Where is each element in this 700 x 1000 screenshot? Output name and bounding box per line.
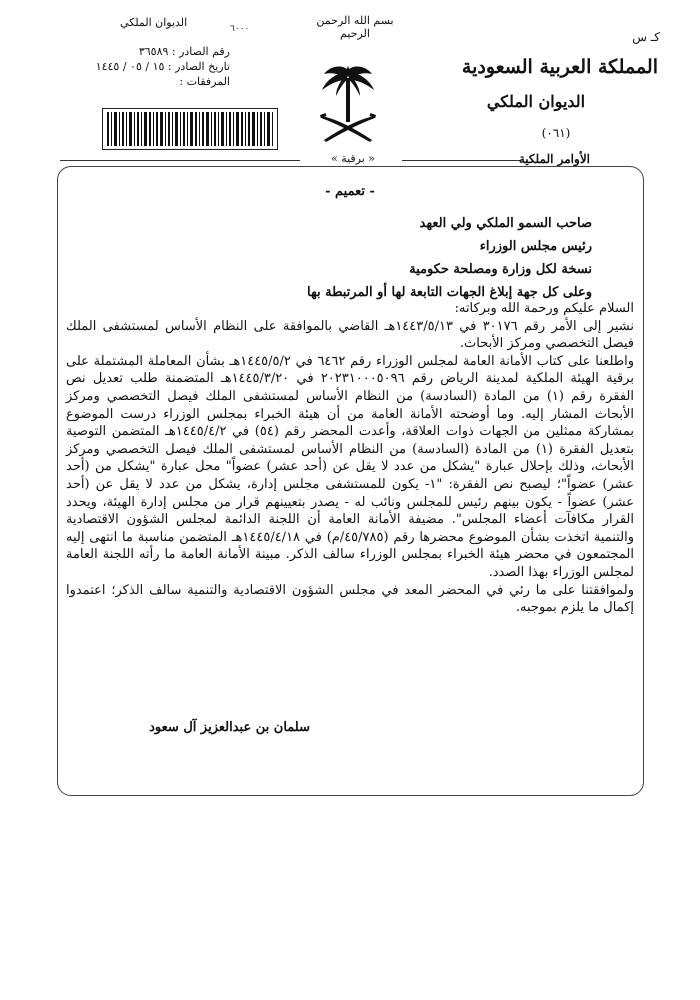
greeting: السلام عليكم ورحمة الله وبركاته: [454,301,634,316]
addressee-line: وعلى كل جهة إبلاغ الجهات التابعة لها أو المرتبطة بها [307,285,592,300]
attachments-label: المرفقات : [179,75,230,88]
reference-block [30,44,230,89]
kingdom-name: المملكة العربية السعودية [461,56,658,78]
circular-title: - تعميم - [325,184,375,199]
telegram-label: « برقية » [330,152,376,165]
body-paragraph: واطلعنا على كتاب الأمانة العامة لمجلس الوزراء رقم ٦٤٦٢ في ١٤٤٥/٥/٢هـ بشأن المعاملة المشتملة على برقية الهيئة الملكية لمدينة الرياض رقم ٢٠٢٣١٠٠٠٥٠٩٦ في ١٤٤٥/٣/٢٠هـ المتضمنة طلب تعديل نص الفقرة رقم (١) من المادة (السادسة) من النظام الأساس لمستشفى الملك فيصل التخصصي ومركز الأبحاث المشار إليه. وما أوضحته الأمانة العامة من أن هيئة الخبراء بمجلس الوزراء درست الموضوع بمشاركة ممثلين من الجهات ذوات العلاقة، وأعدت المحضر رقم (٥٤) في ١٤٤٥/٤/٢هـ المتضمن التوصية بتعديل الفقرة (١) من المادة (السادسة) من النظام الأساس لمستشفى الملك فيصل التخصصي ومركز الأبحاث، وذلك بإحلال عبارة "يشكل من عدد لا يقل عن (أحد عشر) عضواً" محل عبارة "يشكل من (أحد عشر) عضواً"؛ ليصبح نص الفقرة: "١- يكون للمستشفى مجلس إدارة، يشكل من عدد لا يقل عن (أحد عشر) عضواً - يكون بينهم رئيس للمجلس ونائب له - يصدر بتعيينهم قرار من مجلس إدارة الهيئة، ويحدد القرار مكافآت أعضاء المجلس". مضيفة الأمانة العامة أن اللجنة الدائمة لمجلس الشؤون الاقتصادية والتنمية اتخذت بشأن الموضوع محضرها رقم (٤٥/٧٨٥/م) في ١٤٤٥/٤/١٨هـ المتضمن مناسبة ما انتهى إليه المجتمعون في محضر هيئة الخبراء بمجلس الوزراء سالف الذكر. مبينة الأمانة العامة ما رأته اللجنة العامة لمجلس الوزراء بهذا الصدد. [66,353,635,580]
reference-number: رقم الصادر : ٣٦٥٨٩ [138,45,230,58]
royal-orders-label: الأوامر الملكية [518,152,590,166]
corner-mark: كـ س [632,30,660,44]
issue-date: تاريخ الصادر : ١٥ / ٠٥ / ١٤٤٥ [95,60,230,73]
court-code: (٠٦١) [541,126,571,140]
diwan-label-top-left: الديوان الملكي [120,16,188,29]
barcode-icon [102,108,278,150]
royal-court-name: الديوان الملكي [486,92,586,111]
saudi-emblem-icon [316,62,380,150]
bismillah: بسم الله الرحمن الرحيم [316,14,394,40]
addressee-line: صاحب السمو الملكي ولي العهد [419,216,592,231]
body-paragraph: نشير إلى الأمر رقم ٣٠١٧٦ في ١٤٤٣/٥/١٣هـ القاضي بالموافقة على النظام الأساس لمستشفى الملك فيصل التخصصي ومركز الأبحاث. [66,318,634,352]
addressee-line: رئيس مجلس الوزراء [479,239,592,254]
signature: سلمان بن عبدالعزيز آل سعود [149,720,310,735]
body-paragraph: ولموافقتنا على ما رئي في المحضر المعد في مجلس الشؤون الاقتصادية والتنمية سالف الذكر؛ اعتمدوا إكمال ما يلزم بموجبه. [66,582,634,616]
header-divider-left [60,160,300,161]
letter-body [66,300,634,617]
addressee-list [172,212,592,304]
addressee-line: نسخة لكل وزارة ومصلحة حكومية [409,262,592,277]
diwan-number: ٦٠٠٠ [230,24,250,34]
